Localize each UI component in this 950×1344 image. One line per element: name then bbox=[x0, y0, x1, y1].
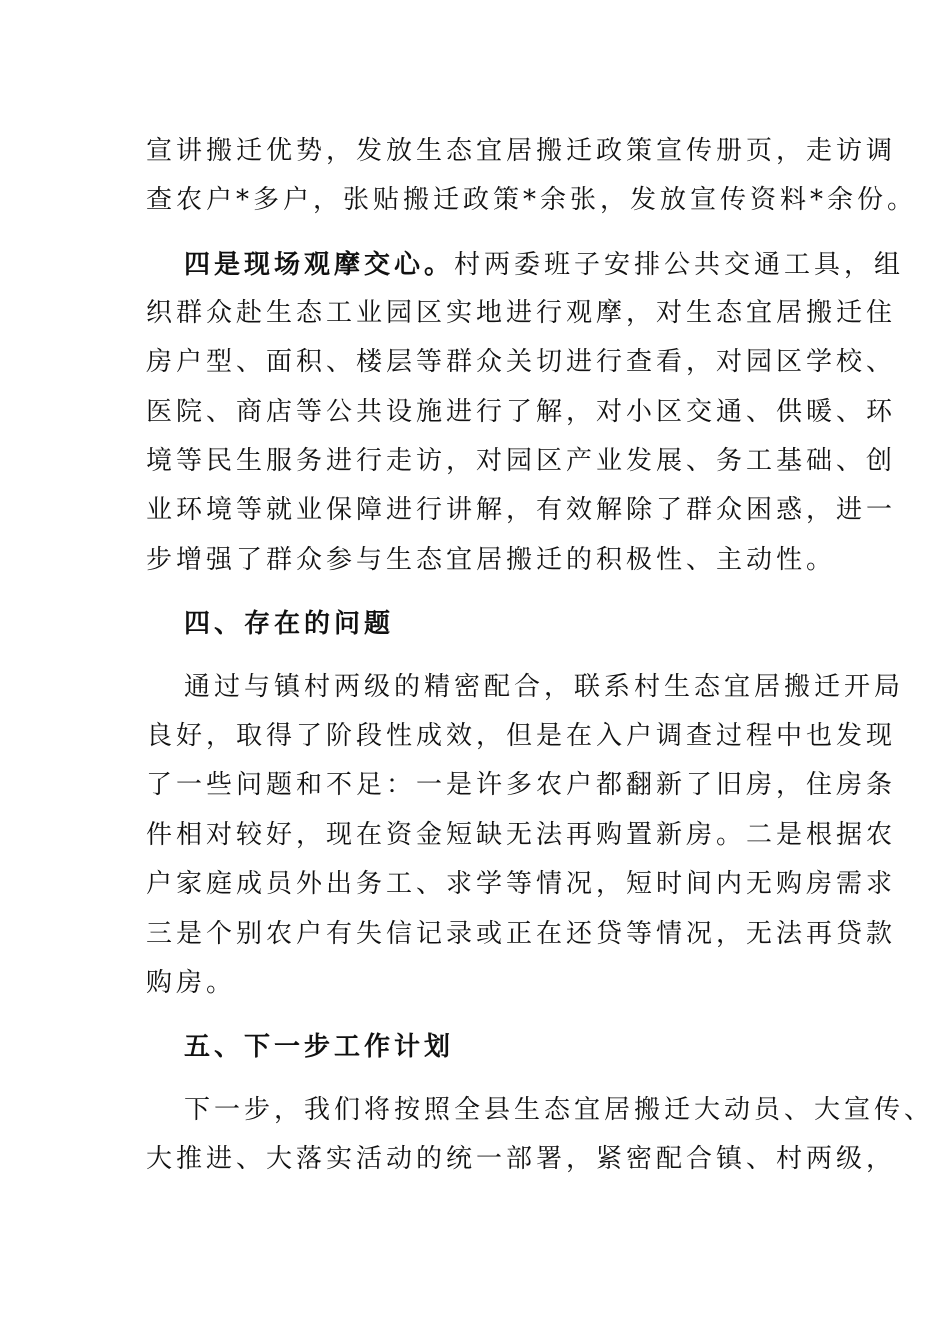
paragraph-2-line-5: 境等民生服务进行走访，对园区产业发展、务工基础、创 bbox=[146, 446, 897, 476]
paragraph-3-line-3: 了一些问题和不足：一是许多农户都翻新了旧房，住房条 bbox=[146, 770, 897, 800]
paragraph-3-line-5: 户家庭成员外出务工、求学等情况，短时间内无购房需求 bbox=[146, 869, 897, 899]
paragraph-2-line-6: 业环境等就业保障进行讲解，有效解除了群众困惑，进一 bbox=[146, 495, 897, 525]
paragraph-3-line-2: 良好，取得了阶段性成效，但是在入户调查过程中也发现 bbox=[146, 721, 897, 751]
paragraph-2-lead: 四是现场观摩交心。 bbox=[184, 250, 455, 280]
paragraph-2-line-1 bbox=[184, 248, 904, 282]
paragraph-3-line-6: 三是个别农户有失信记录或正在还贷等情况，无法再贷款 bbox=[146, 919, 897, 949]
paragraph-1-line-1: 宣讲搬迁优势，发放生态宜居搬迁政策宣传册页，走访调 bbox=[146, 136, 897, 166]
paragraph-3-line-4: 件相对较好，现在资金短缺无法再购置新房。二是根据农 bbox=[146, 820, 897, 850]
paragraph-2-line-1-text: 村两委班子安排公共交通工具，组 bbox=[454, 250, 905, 280]
paragraph-3-line-1: 通过与镇村两级的精密配合，联系村生态宜居搬迁开局 bbox=[184, 672, 905, 702]
paragraph-2-line-7: 步增强了群众参与生态宜居搬迁的积极性、主动性。 bbox=[146, 545, 837, 575]
paragraph-2-line-2: 织群众赴生态工业园区实地进行观摩，对生态宜居搬迁住 bbox=[146, 298, 897, 328]
paragraph-4-line-2: 大推进、大落实活动的统一部署，紧密配合镇、村两级， bbox=[146, 1144, 897, 1174]
paragraph-1-line-2: 查农户*多户，张贴搬迁政策*余张，发放宣传资料*余份。 bbox=[146, 185, 918, 215]
paragraph-4-line-1: 下一步，我们将按照全县生态宜居搬迁大动员、大宣传、 bbox=[184, 1095, 935, 1125]
paragraph-2-line-3: 房户型、面积、楼层等群众关切进行查看，对园区学校、 bbox=[146, 347, 897, 377]
paragraph-2-line-4: 医院、商店等公共设施进行了解，对小区交通、供暖、环 bbox=[146, 397, 897, 427]
section-heading-problems: 四、存在的问题 bbox=[184, 609, 395, 639]
paragraph-3-line-7: 购房。 bbox=[146, 968, 237, 998]
section-heading-next-plan: 五、下一步工作计划 bbox=[184, 1032, 455, 1062]
